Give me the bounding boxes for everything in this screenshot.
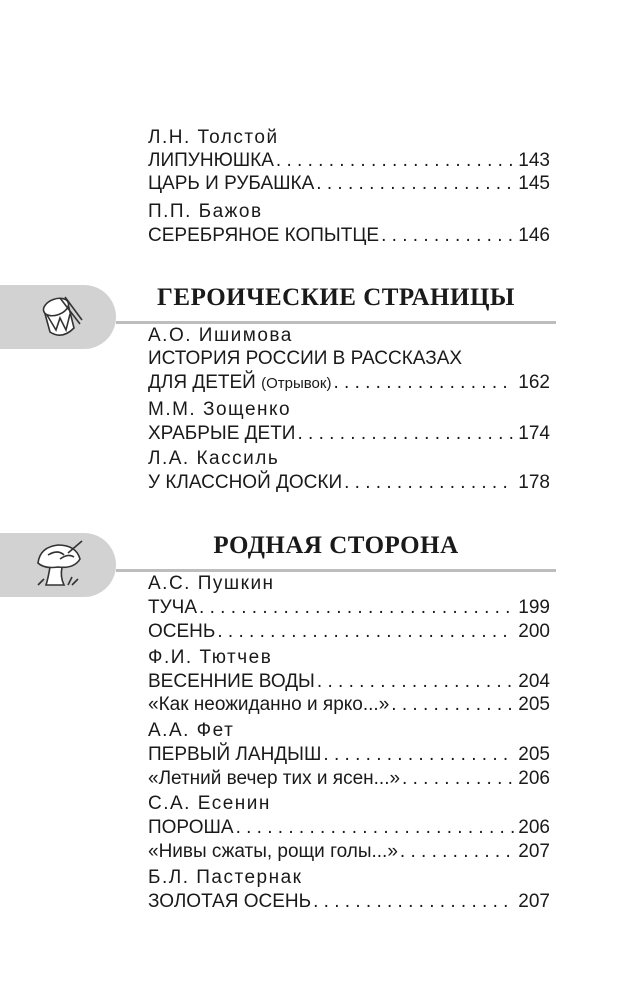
author-name: А.С. Пушкин [148, 573, 275, 594]
page-number: 207 [518, 891, 550, 912]
author-name: П.П. Бажов [148, 201, 263, 222]
entry-title: ЦАРЬ И РУБАШКА [148, 173, 315, 194]
page-number: 199 [518, 597, 550, 618]
entry-title: «Нивы сжаты, рощи голы...» [148, 841, 398, 862]
toc-entry[interactable] [148, 596, 550, 620]
toc-entry[interactable] [148, 371, 550, 395]
dot-leader [344, 471, 514, 495]
page-number: 146 [518, 225, 550, 246]
dot-leader [317, 670, 514, 694]
entry-note: (Отрывок) [261, 375, 332, 392]
section-heading: ГЕРОИЧЕСКИЕ СТРАНИЦЫ [157, 284, 515, 311]
entry-title: ОСЕНЬ [148, 621, 216, 642]
dot-leader [236, 816, 515, 840]
toc-entry[interactable] [148, 224, 550, 248]
entry-title: «Летний вечер тих и ясен...» [148, 768, 401, 789]
dot-leader [333, 371, 514, 395]
page-number: 204 [518, 671, 550, 692]
toc-entry[interactable] [148, 816, 550, 840]
author-name: Л.А. Кассиль [148, 448, 280, 469]
page-number: 145 [518, 173, 550, 194]
dot-leader [313, 890, 514, 914]
page-number: 206 [518, 817, 550, 838]
dot-leader [297, 422, 514, 446]
dot-leader [402, 767, 514, 791]
entry-title: ВЕСЕННИЕ ВОДЫ [148, 671, 315, 692]
toc-entry[interactable] [148, 767, 550, 791]
page-number: 200 [518, 621, 550, 642]
dot-leader [276, 149, 514, 173]
author-name: Б.Л. Пастернак [148, 867, 303, 888]
author-name: Л.Н. Толстой [148, 127, 279, 148]
author-name: Ф.И. Тютчев [148, 647, 273, 668]
toc-entry[interactable] [148, 149, 550, 173]
dot-leader [391, 693, 514, 717]
author-name: М.М. Зощенко [148, 399, 292, 420]
dot-leader [217, 620, 514, 644]
toc-entry[interactable] [148, 890, 550, 914]
toc-entry[interactable] [148, 172, 550, 196]
entry-title [148, 371, 331, 396]
toc-entry[interactable] [148, 620, 550, 644]
page-number: 143 [518, 150, 550, 171]
entry-title-line[interactable]: ИСТОРИЯ РОССИИ В РАССКАЗАХ [148, 348, 463, 369]
page-number: 178 [518, 472, 550, 493]
page-number: 205 [518, 694, 550, 715]
entry-title: ТУЧА [148, 597, 198, 618]
entry-title-text: ДЛЯ ДЕТЕЙ [148, 372, 256, 393]
toc-entry[interactable] [148, 670, 550, 694]
entry-title: «Как неожиданно и ярко...» [148, 694, 390, 715]
author-name: А.А. Фет [148, 720, 235, 741]
dot-leader [400, 840, 514, 864]
entry-title: ЗОЛОТАЯ ОСЕНЬ [148, 891, 312, 912]
entry-title: ЛИПУНЮШКА [148, 150, 274, 171]
toc-entry[interactable] [148, 422, 550, 446]
entry-title: СЕРЕБРЯНОЕ КОПЫТЦЕ [148, 225, 380, 246]
dot-leader [323, 743, 514, 767]
toc-entry[interactable] [148, 743, 550, 767]
author-name: С.А. Есенин [148, 793, 271, 814]
toc-entry[interactable] [148, 840, 550, 864]
dot-leader [199, 596, 514, 620]
page-number: 174 [518, 423, 550, 444]
page-number: 206 [518, 768, 550, 789]
dot-leader [316, 172, 514, 196]
entry-title: У КЛАССНОЙ ДОСКИ [148, 472, 343, 493]
page-number: 207 [518, 841, 550, 862]
dot-leader [381, 224, 514, 248]
entry-title: ХРАБРЫЕ ДЕТИ [148, 423, 296, 444]
toc-entry[interactable] [148, 471, 550, 495]
toc-entry[interactable] [148, 693, 550, 717]
entry-title: ПОРОША [148, 817, 234, 838]
page-number: 205 [518, 744, 550, 765]
page-number: 162 [518, 372, 550, 393]
author-name: А.О. Ишимова [148, 325, 293, 346]
section-heading: РОДНАЯ СТОРОНА [213, 532, 459, 559]
entry-title: ПЕРВЫЙ ЛАНДЫШ [148, 744, 322, 765]
drum-icon [34, 290, 88, 344]
mushroom-icon [34, 537, 88, 593]
